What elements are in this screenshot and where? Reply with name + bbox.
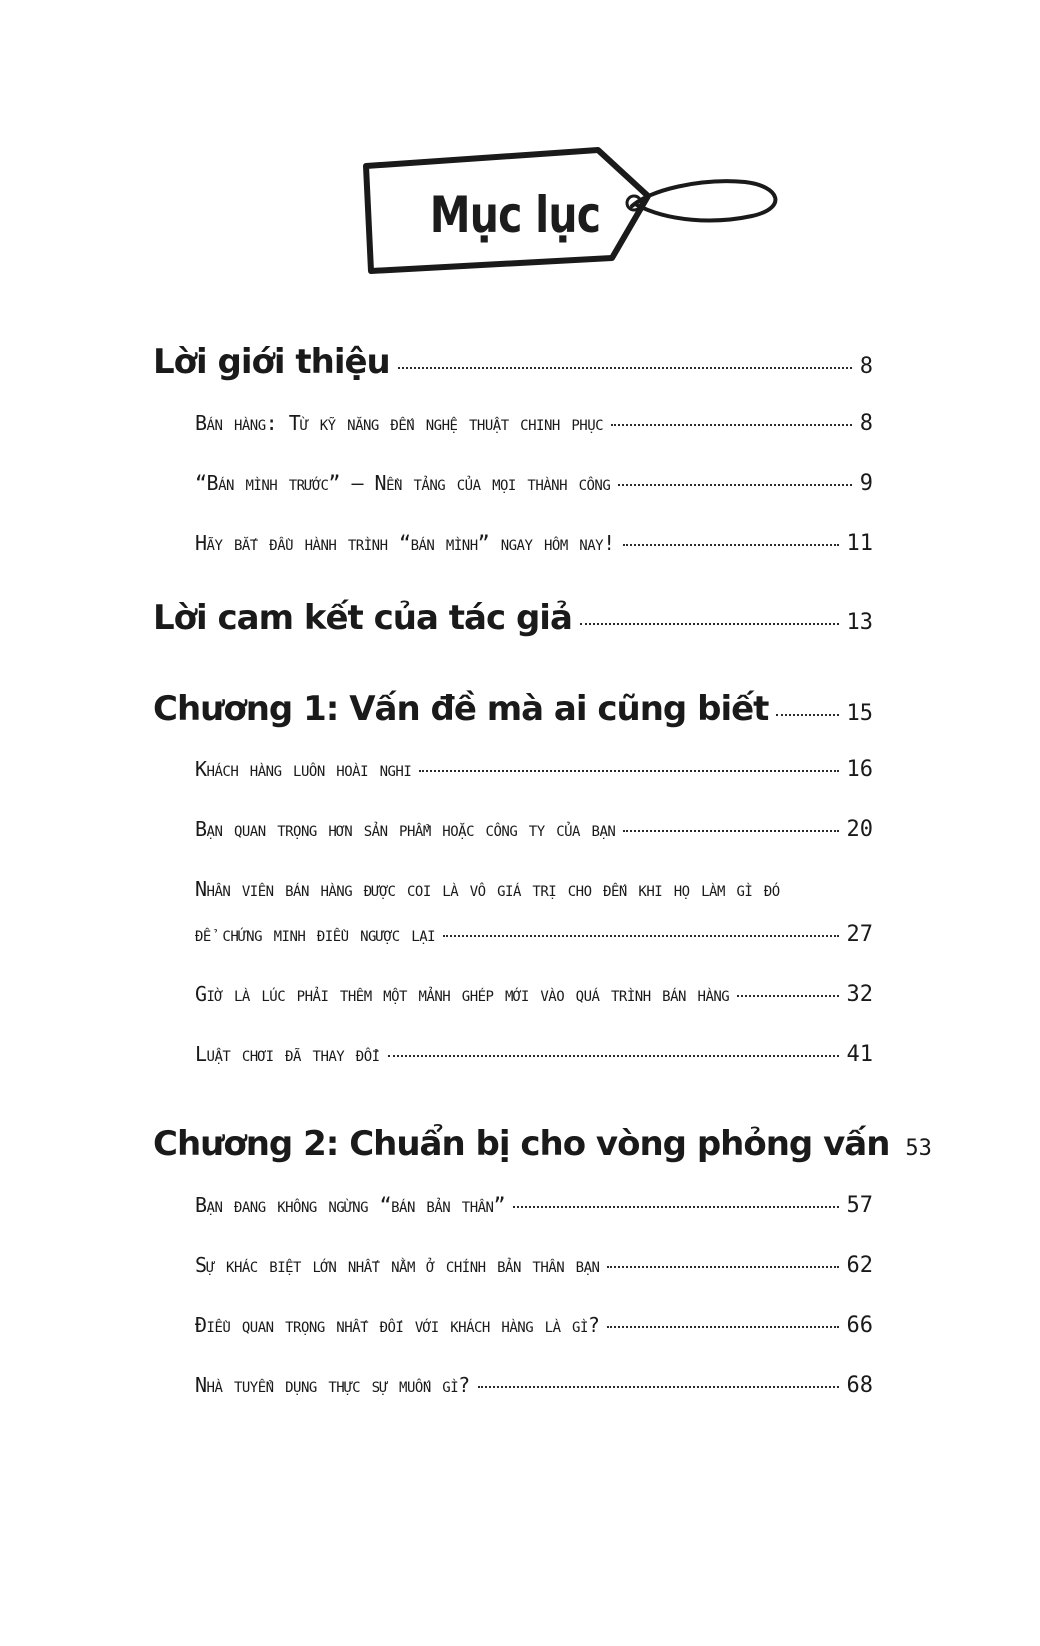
toc-entry[interactable] [195, 817, 873, 842]
toc-entry-page: 68 [846, 1373, 873, 1398]
dot-leader [478, 1386, 839, 1388]
toc-entry-page: 66 [846, 1313, 873, 1338]
toc-entry-page: 11 [846, 531, 873, 556]
toc-entry-title: Bán hàng: Từ kỹ năng đến nghệ thuật chinh phục [195, 411, 604, 435]
toc-entry[interactable] [195, 1042, 873, 1067]
dot-leader [419, 770, 838, 772]
toc-entry-title-line2: để chứng minh điều ngược lại [195, 922, 436, 946]
toc-entry[interactable] [195, 1313, 873, 1338]
toc-entry[interactable] [195, 531, 873, 556]
toc-entry-title: Giờ là lúc phải thêm một mảnh ghép mới vào quá trình bán hàng [195, 982, 730, 1006]
toc-entry-title-line1[interactable]: Nhân viên bán hàng được coi là vô giá trị cho đến khi họ làm gì đó [195, 877, 780, 901]
toc-entry[interactable] [153, 1124, 932, 1164]
dot-leader [388, 1055, 839, 1057]
toc-entry[interactable] [195, 757, 873, 782]
toc-entry[interactable] [195, 1253, 873, 1278]
toc-entry[interactable] [195, 1373, 873, 1398]
toc-entry-title: “Bán mình trước” – Nền tảng của mọi thành công [195, 471, 611, 495]
toc-entry-title: Luật chơi đã thay đổi [195, 1042, 380, 1066]
toc-entry-page: 57 [846, 1193, 873, 1218]
toc-entry-page: 13 [846, 610, 873, 635]
dot-leader [398, 367, 852, 369]
dot-leader [611, 424, 852, 426]
toc-entry-page: 53 [905, 1136, 932, 1161]
toc-entry-page: 41 [846, 1042, 873, 1067]
dot-leader [580, 623, 839, 625]
toc-entry[interactable] [153, 689, 873, 729]
toc-entry-title: Điều quan trọng nhất đối với khách hàng là gì? [195, 1313, 600, 1337]
toc-entry-title: Khách hàng luôn hoài nghi [195, 757, 412, 781]
dot-leader [443, 935, 838, 937]
page-title: Mục lục [429, 186, 601, 244]
tag-string [632, 181, 775, 220]
toc-entry-title: Hãy bắt đầu hành trình “bán mình” ngay hôm nay! [195, 531, 615, 555]
dot-leader [623, 830, 838, 832]
toc-entry[interactable] [195, 982, 873, 1007]
toc-entry-title: Nhà tuyển dụng thực sự muốn gì? [195, 1373, 470, 1397]
toc-entry-page: 15 [846, 701, 873, 726]
toc-entry-page: 27 [846, 922, 873, 947]
toc-entry-page: 62 [846, 1253, 873, 1278]
dot-leader [623, 544, 839, 546]
toc-entry[interactable] [195, 922, 873, 947]
toc-entry[interactable] [195, 1193, 873, 1218]
toc-entry-title: Bạn quan trọng hơn sản phẩm hoặc công ty của bạn [195, 817, 616, 841]
toc-entry[interactable] [153, 342, 873, 382]
toc-entry-title: Bạn đang không ngừng “bán bản thân” [195, 1193, 506, 1217]
toc-entry[interactable] [195, 411, 873, 436]
toc-entry-title: Chương 2: Chuẩn bị cho vòng phỏng vấn [153, 1124, 890, 1164]
toc-entry-title: Lời giới thiệu [153, 342, 390, 382]
toc-entry[interactable] [153, 598, 873, 638]
dot-leader [776, 714, 838, 716]
toc-entry-page: 8 [859, 411, 873, 436]
dot-leader [737, 995, 838, 997]
toc-entry-title: Sự khác biệt lớn nhất nằm ở chính bản thân bạn [195, 1253, 600, 1277]
dot-leader [607, 1266, 838, 1268]
toc-entry-page: 9 [859, 471, 873, 496]
toc-entry-page: 32 [846, 982, 873, 1007]
dot-leader [618, 484, 851, 486]
dot-leader [513, 1206, 838, 1208]
toc-entry-page: 8 [859, 354, 873, 379]
toc-entry-page: 20 [846, 817, 873, 842]
toc-entry-title: Chương 1: Vấn đề mà ai cũng biết [153, 689, 769, 729]
toc-entry-page: 16 [846, 757, 873, 782]
toc-entry-title: Lời cam kết của tác giả [153, 598, 572, 638]
toc-entry[interactable] [195, 471, 873, 496]
dot-leader [607, 1326, 838, 1328]
title-tag-graphic [0, 0, 1040, 300]
